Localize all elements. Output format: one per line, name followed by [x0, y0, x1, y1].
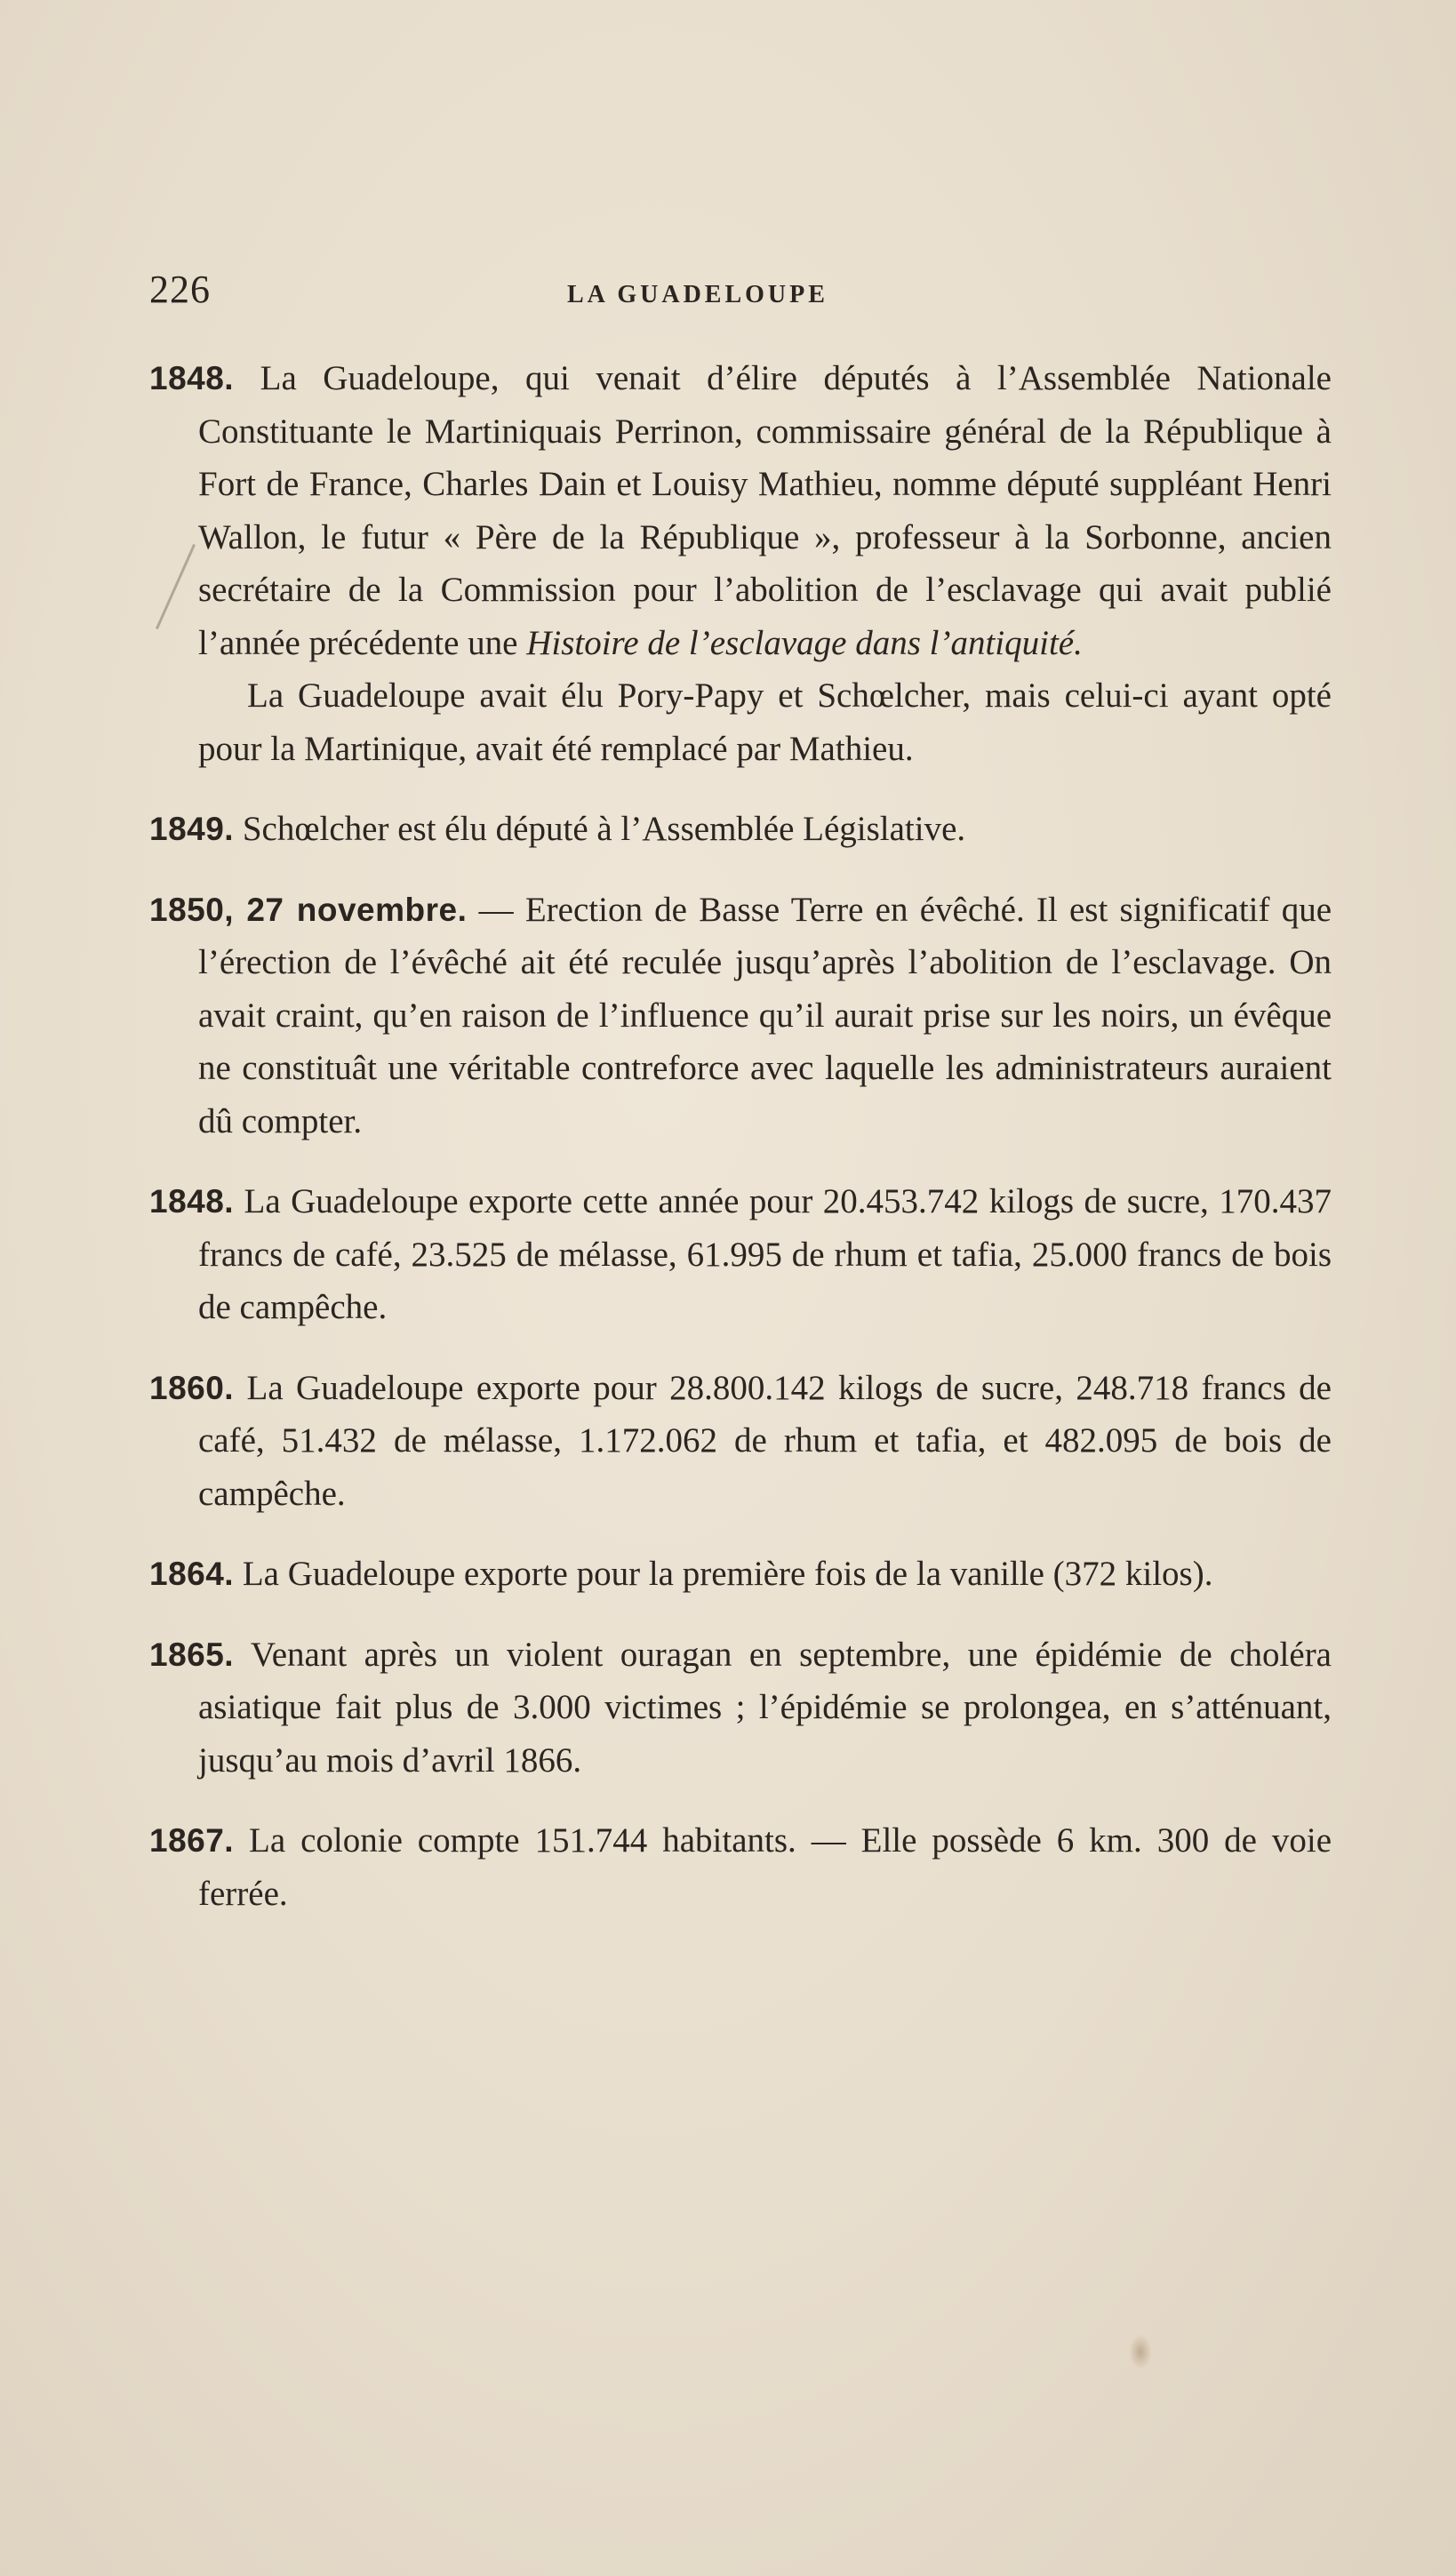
book-title: Histoire de l’esclavage dans l’antiquité.	[526, 623, 1083, 662]
chronology-entry	[149, 1628, 1332, 1788]
paper-stain	[1129, 2334, 1152, 2370]
entry-year: 1848.	[149, 1183, 235, 1220]
entry-year: 1849.	[149, 811, 235, 847]
entry-year: 1864.	[149, 1556, 235, 1592]
entry-year: 1848.	[149, 360, 235, 396]
chronology-entry	[149, 1814, 1332, 1920]
running-head	[149, 267, 1332, 320]
entry-year: 1850, 27 novembre.	[149, 891, 468, 928]
entry-text: La Guadeloupe exporte pour la première fois de la vanille (372 kilos).	[242, 1555, 1213, 1593]
chronology-entry	[149, 1175, 1332, 1334]
entry-year: 1867.	[149, 1822, 235, 1859]
entry-text: La Guadeloupe, qui venait d’élire députés à l’Assemblée Nationale Constituante le Martiniquais Perrinon, commissaire général de la République à Fort de France, Charles Dain et Louisy Mathieu, nomme député suppléant Henri Wallon, le futur « Père de la République », professeur à la Sorbonne, ancien secrétaire de la Commission pour l’abolition de l’esclavage qui avait publié l’année précédente une	[198, 359, 1332, 662]
chronology-entry	[149, 1548, 1332, 1601]
entry-year: 1865.	[149, 1636, 235, 1673]
chronology-entry	[149, 803, 1332, 856]
entry-year: 1860.	[149, 1369, 235, 1406]
chronology-entry	[149, 884, 1332, 1148]
page-body	[149, 352, 1332, 1948]
entry-text: — Erection de Basse Terre en évêché. Il est significatif que l’érection de l’évêché ait été reculée jusqu’après l’abolition de l’esclavage. On avait craint, qu’en raison de l’influence qu’il aurait prise sur les noirs, un évêque ne constituât une véritable contreforce avec laquelle les administrateurs auraient dû compter.	[198, 890, 1332, 1140]
entry-text: Schœlcher est élu député à l’Assemblée Législative.	[242, 810, 966, 848]
chronology-entry	[149, 1362, 1332, 1521]
entry-continuation	[149, 669, 1332, 775]
page-number: 226	[149, 268, 211, 311]
entry-text: La Guadeloupe exporte cette année pour 20.453.742 kilogs de sucre, 170.437 francs de café, 23.525 de mélasse, 61.995 de rhum et tafia, 25.000 francs de bois de campêche.	[198, 1182, 1332, 1326]
entry-text: La Guadeloupe exporte pour 28.800.142 kilogs de sucre, 248.718 francs de café, 51.432 de mélasse, 1.172.062 de rhum et tafia, et 482.095 de bois de campêche.	[198, 1368, 1332, 1513]
chronology-entry	[149, 352, 1332, 669]
entry-text: Venant après un violent ouragan en septembre, une épidémie de choléra asiatique fait plus de 3.000 victimes ; l’épidémie se prolongea, en s’atténuant, jusqu’au mois d’avril 1866.	[198, 1635, 1332, 1780]
running-title: LA GUADELOUPE	[567, 281, 828, 308]
entry-text: La colonie compte 151.744 habitants. — Elle possède 6 km. 300 de voie ferrée.	[198, 1821, 1332, 1913]
entry-text: La Guadeloupe avait élu Pory-Papy et Schœlcher, mais celui-ci ayant opté pour la Martinique, avait été remplacé par Mathieu.	[198, 676, 1332, 768]
